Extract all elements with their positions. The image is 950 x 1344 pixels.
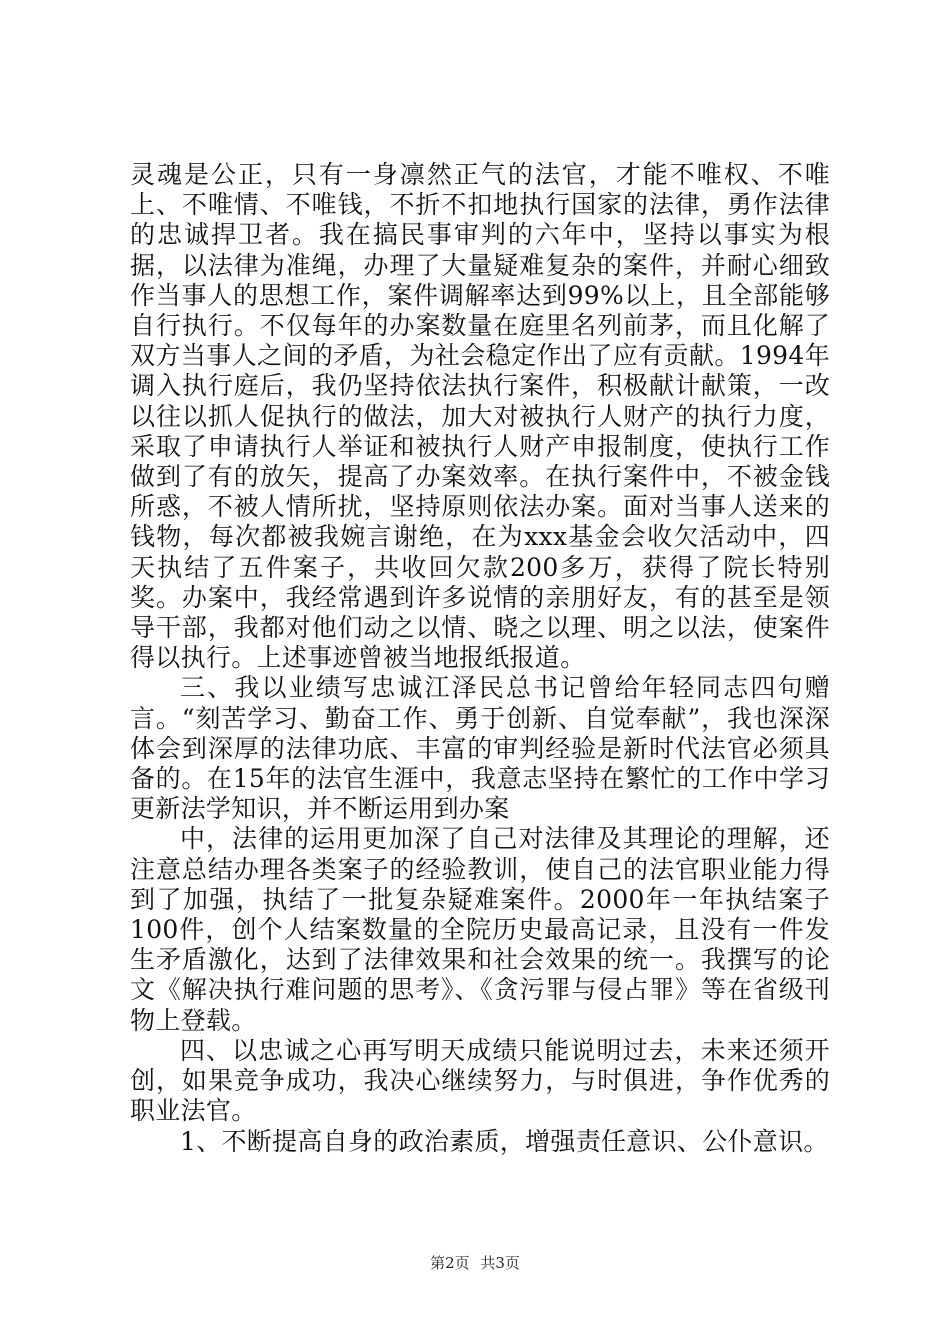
paragraph-5: 1、不断提高自身的政治素质，增强责任意识、公仆意识。 xyxy=(180,1126,829,1156)
paragraph-3: 中，法律的运用更加深了自己对法律及其理论的理解，还注意总结办理各类案子的经验教训，使自己的法官职业能力得到了加强，执结了一批复杂疑难案件。2000年一年执结案子100件，创个人结案数量的全院历史最高记录，且没有一件发生矛盾激化，达到了法律效果和社会效果的统一。我撰写的论文《解决执行难问题的思考》、《贪污罪与侵占罪》等在省级刊物上登载。 xyxy=(130,824,830,1035)
paragraph-1: 灵魂是公正，只有一身凛然正气的法官，才能不唯权、不唯上、不唯情、不唯钱，不折不扣地执行国家的法律，勇作法律的忠诚捍卫者。我在搞民事审判的六年中，坚持以事实为根据，以法律为准绳，办理了大量疑难复杂的案件，并耐心细致作当事人的思想工作，案件调解率达到99%以上，且全部能够自行执行。不仅每年的办案数量在庭里名列前茅，而且化解了双方当事人之间的矛盾，为社会稳定作出了应有贡献。1994年调入执行庭后，我仍坚持依法执行案件，积极献计献策，一改以往以抓人促执行的做法，加大对被执行人财产的执行力度，采取了申请执行人举证和被执行人财产申报制度，使执行工作做到了有的放矢，提高了办案效率。在执行案件中，不被金钱所惑，不被人情所扰，坚持原则依法办案。面对当事人送来的钱物，每次都被我婉言谢绝，在为xxx基金会收欠活动中，四天执结了五件案子，共收回欠款200多万，获得了院长特别奖。办案中，我经常遇到许多说情的亲朋好友，有的甚至是领导干部，我都对他们动之以情、晓之以理、明之以法，使案件得以执行。上述事迹曾被当地报纸报道。 xyxy=(130,160,830,673)
paragraph-4: 四、以忠诚之心再写明天成绩只能说明过去，未来还须开创，如果竞争成功，我决心继续努力，与时俱进，争作优秀的职业法官。 xyxy=(130,1035,830,1126)
page-number: 第2页 xyxy=(430,1254,470,1272)
paragraph-2: 三、我以业绩写忠诚江泽民总书记曾给年轻同志四句赠言。“刻苦学习、勤奋工作、勇于创新、自觉奉献”，我也深深体会到深厚的法律功底、丰富的审判经验是新时代法官必须具备的。在15年的法官生涯中，我意志坚持在繁忙的工作中学习更新法学知识，并不断运用到办案 xyxy=(130,673,830,824)
page-footer xyxy=(0,1252,950,1273)
page-total: 共3页 xyxy=(480,1254,520,1272)
document-body xyxy=(130,160,830,1157)
